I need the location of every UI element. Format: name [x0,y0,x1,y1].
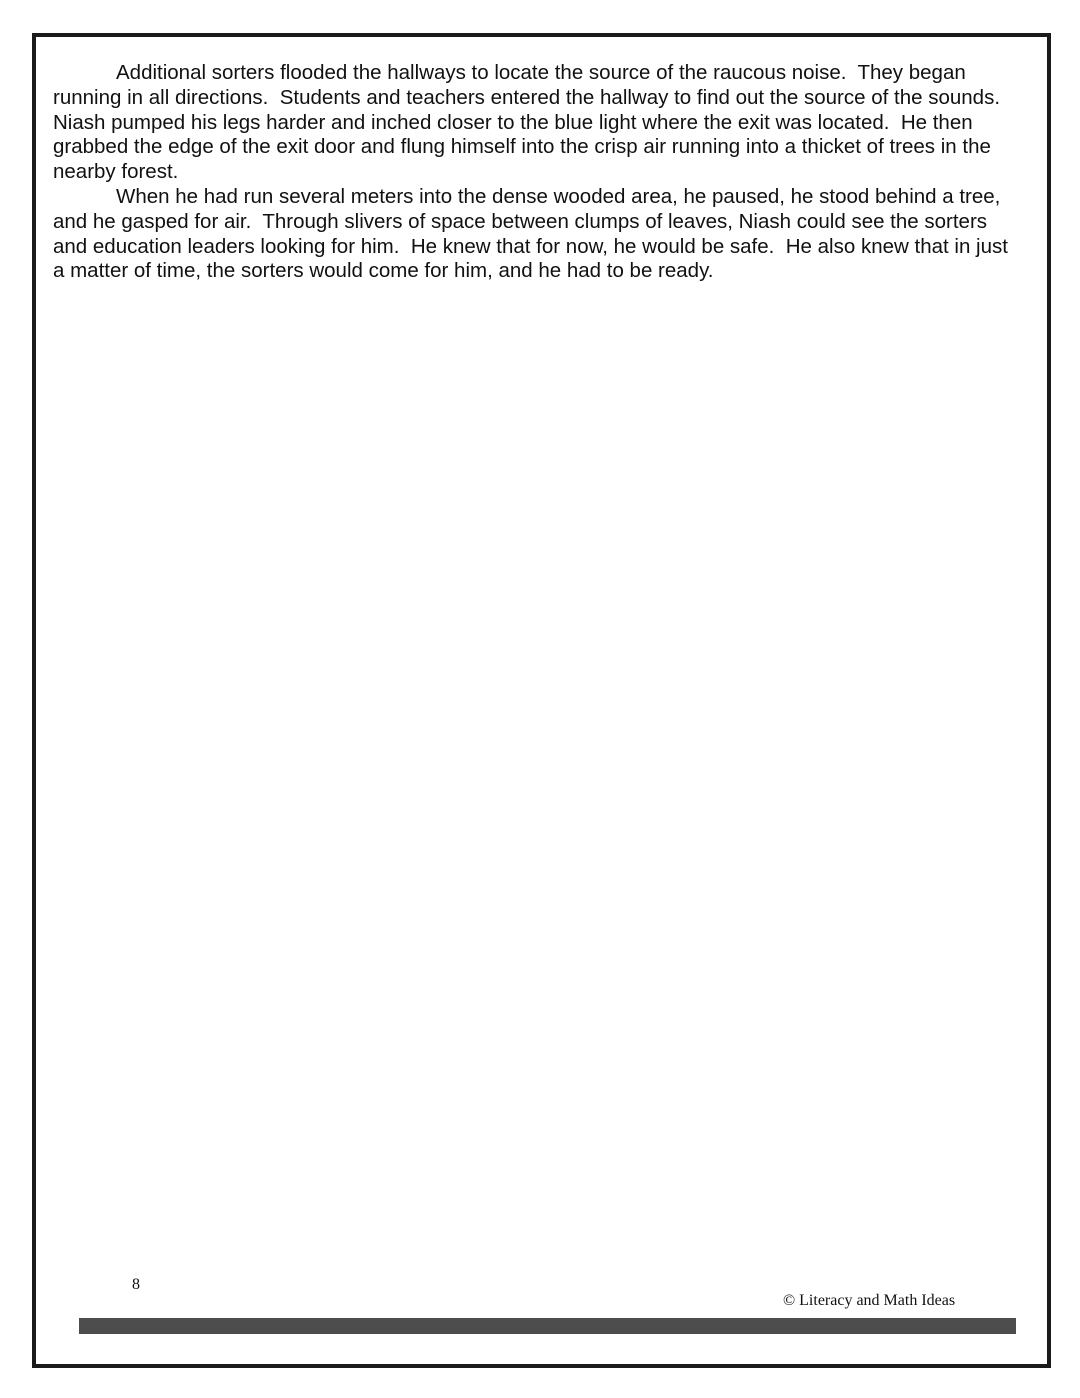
paragraph-1: Additional sorters flooded the hallways to locate the source of the raucous noise. They began running in all directions. Students and teachers entered the hallway to find out the source of the sounds. Niash pumped his legs harder and inched closer to the blue light where the exit was located. He then grabbed the edge of the exit door and flung himself into the crisp air running into a thicket of trees in the nearby forest. [53,61,1012,184]
page-number: 8 [132,1276,140,1293]
footer-bar [79,1318,1016,1334]
copyright-notice: © Literacy and Math Ideas [783,1292,956,1309]
story-text [53,61,1023,284]
paragraph-2: When he had run several meters into the dense wooded area, he paused, he stood behind a tree, and he gasped for air. Through slivers of space between clumps of leaves, Niash could see the sorters and education leaders looking for him. He knew that for now, he would be safe. He also knew that in just a matter of time, the sorters would come for him, and he had to be ready. [53,184,1014,283]
